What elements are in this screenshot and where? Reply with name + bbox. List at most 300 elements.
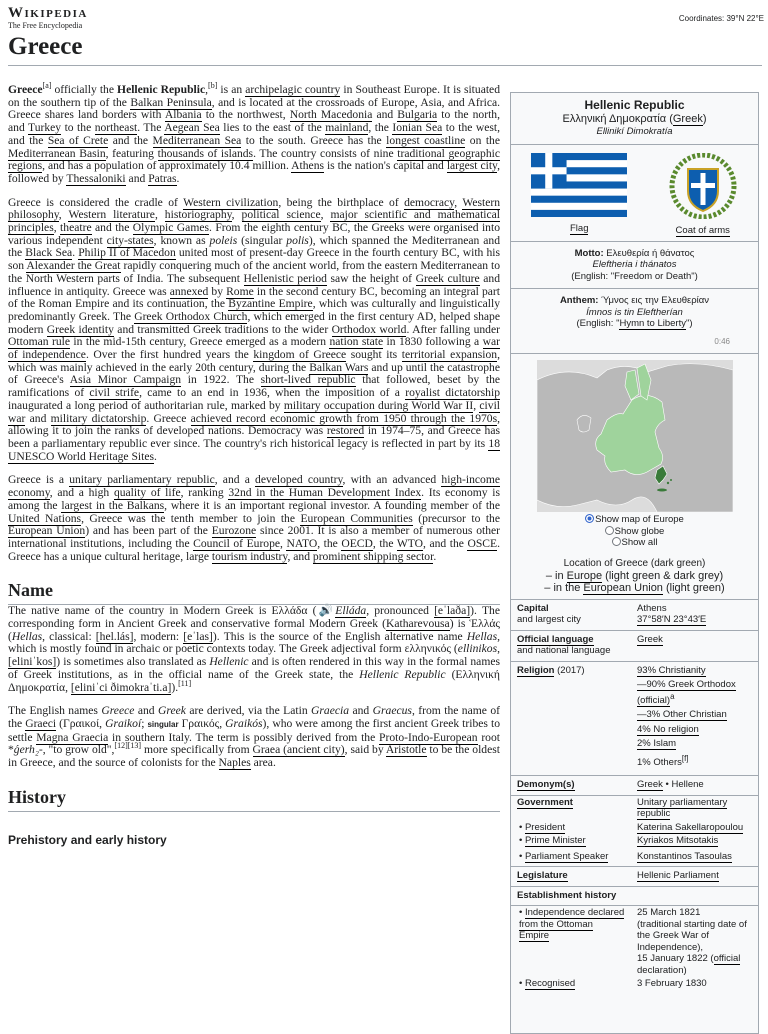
text-run: and transmitted Greek traditions to the wider [113, 322, 332, 336]
article-link[interactable]: largest city [446, 159, 498, 173]
text-run: ), who were among the first ancient Greek tribes to settle [8, 716, 500, 744]
text-run: . [154, 449, 157, 463]
text-run: Hellas [11, 629, 43, 643]
article-link[interactable]: Naples [218, 756, 251, 770]
text-run: singular [147, 719, 179, 729]
text-run: , followed by [8, 159, 500, 185]
recognised-link[interactable]: Recognised [524, 978, 576, 990]
article-link[interactable]: [eˈlas] [183, 629, 213, 643]
article-link[interactable]: United Nations [8, 511, 82, 525]
president-link[interactable]: President [524, 821, 566, 833]
article-link[interactable]: WTO [396, 536, 424, 550]
row-language [511, 630, 758, 661]
native-lang-link[interactable]: Greek [672, 113, 703, 125]
anthem-label: Anthem: [559, 295, 599, 306]
article-link[interactable]: traditional geographic regions [8, 146, 501, 173]
article-link[interactable]: Orthodox world [331, 322, 407, 336]
article-link[interactable]: Greek identity [46, 322, 114, 336]
text-run: saw the height of [326, 271, 416, 285]
flag-of-greece-icon[interactable] [531, 153, 627, 217]
article-link[interactable]: Greek culture [415, 271, 480, 285]
text-run: , which was mainly achieved in the early 20th century, during the [8, 348, 500, 374]
row-independence: • Independence declared from the Ottoman Empire 25 March 1821 (traditional starting date of the Greek War of Independence), 15 January 1822 (official declaration) [519, 907, 747, 976]
article-link[interactable]: Rome [226, 284, 254, 298]
article-link[interactable]: Magna Graecia [36, 730, 109, 744]
map-legend-europe [511, 570, 758, 582]
religion-year: (2017) [557, 664, 585, 676]
paragraph-intro-3 [8, 474, 500, 563]
anthem-en-prefix: (English: " [576, 318, 620, 329]
article-link[interactable]: democracy [404, 195, 455, 209]
map-option-europe[interactable] [511, 514, 758, 526]
coat-of-arms-icon[interactable] [668, 153, 738, 219]
text-run: in the second century BC, becoming an integral part of the Roman Empire and its continuation, the [8, 284, 500, 311]
article-link[interactable]: Graeci [25, 716, 57, 730]
establishment-history-label: Establishment history [511, 886, 758, 906]
text-run: and is often rendered in this way in the formal names of Greek institutions, as in the official name of the Greek state, the [8, 655, 500, 681]
legislature-link[interactable]: Legislature [517, 870, 568, 882]
article-link[interactable]: Sea of Crete [47, 133, 109, 147]
hymn-to-liberty-link[interactable]: Hymn to Liberty [619, 318, 686, 329]
row-religion [511, 661, 758, 776]
text-run: (Ελληνική Δημοκρατία, [8, 667, 500, 694]
text-run: , allowing it to join the ranks of developed nations. Democracy was [8, 411, 501, 438]
text-run: is an [217, 83, 246, 96]
article-link[interactable]: Olympic Games [132, 221, 209, 235]
capital-label: Capital [517, 602, 549, 614]
legend-text: – in [545, 569, 567, 582]
article-link[interactable]: [eliniˈkos] [8, 655, 57, 669]
article-link[interactable]: Hellenistic period [243, 271, 327, 285]
article-link[interactable]: achieved record economic growth from 1950 through the 1970s [190, 411, 498, 425]
text-run: , known as [153, 233, 210, 247]
article-link[interactable]: high-income economy [8, 473, 500, 500]
text-run: Hellas [466, 629, 498, 643]
text-run: ). This is the source of the English alternative name [212, 629, 467, 643]
article-link[interactable]: Byzantine Empire [228, 297, 313, 311]
flag-link[interactable]: Flag [570, 223, 589, 234]
text-run: lies to the east of the [219, 121, 326, 135]
greek-language-link[interactable]: Greek [637, 633, 663, 645]
article-link[interactable]: Eurozone [211, 524, 257, 538]
title-divider [8, 65, 762, 66]
article-link[interactable]: Western literature [68, 208, 155, 222]
paragraph-name-2 [8, 705, 500, 770]
article-link[interactable]: short-lived republic [260, 373, 356, 387]
text-run: ), which spanned the Mediterranean and the [8, 233, 500, 260]
text-run: by [208, 284, 227, 298]
article-link[interactable]: Ottoman rule [8, 335, 71, 349]
footnote-a[interactable]: a [670, 691, 675, 701]
text-run: . The [137, 121, 165, 135]
radio-icon[interactable] [612, 537, 621, 546]
article-link[interactable]: city-states [106, 233, 154, 247]
anthem-english [515, 318, 754, 330]
article-link[interactable]: [hel.lás] [95, 629, 134, 643]
text-run: to be the oldest in Greece, and the source of colonists for the [8, 743, 500, 770]
text-run: , being the birthplace of [278, 195, 405, 209]
article-link[interactable]: Balkan Wars [309, 360, 369, 374]
article-link[interactable]: theatre [60, 221, 92, 235]
article-link[interactable]: Alexander the Great [26, 259, 121, 273]
text-run: ). The corresponding form in Ancient Greek and conservative formal Modern Greek ( [8, 604, 500, 631]
text-run: ; [141, 716, 148, 730]
text-run: ǵerh₂- [13, 743, 43, 757]
article-link[interactable]: Patras [148, 171, 177, 185]
legend-text: – in the [544, 581, 584, 594]
map-caption-title: Location of Greece (dark green) [563, 557, 706, 569]
article-link[interactable]: Western civilization [183, 195, 279, 209]
article-link[interactable]: historiography [164, 208, 232, 222]
religion-islam[interactable]: 2% Islam [637, 738, 677, 750]
prime-minister-value-link[interactable]: Kyriakos Mitsotakis [637, 835, 719, 847]
text-run: to the north, and [8, 108, 500, 135]
article-link[interactable]: European Communities [300, 511, 413, 525]
text-run: polis [286, 233, 309, 247]
text-run: poleis [209, 233, 238, 247]
article-link[interactable]: restored [326, 424, 365, 438]
article-link[interactable]: Mediterranean Basin [8, 146, 106, 160]
text-run: . [176, 171, 180, 185]
motto-english: (English: "Freedom or Death") [571, 270, 698, 282]
religion-other-christian[interactable]: —3% Other Christian [637, 709, 727, 721]
religion-others: 1% Others [637, 756, 682, 768]
religion-greek-orthodox[interactable]: —90% Greek Orthodox (official) [637, 679, 736, 706]
text-run: and up until the catastrophe of Greece's [8, 360, 500, 387]
motto-romanized: Eleftheria i thánatos [592, 259, 677, 270]
capital-coordinates-link[interactable]: 37°58′N 23°43′E [637, 614, 707, 625]
text-run: , and a high [49, 486, 114, 500]
article-link[interactable]: quality of life [113, 486, 181, 500]
text-run: , from the name of the [8, 704, 500, 730]
text-run: , which was culturally and linguistically predominantly Greek. The [8, 297, 501, 323]
demonym-link[interactable]: Demonym(s) [517, 779, 575, 791]
coat-of-arms-link[interactable]: Coat of arms [675, 225, 730, 236]
text-run: Greece [101, 704, 135, 718]
text-run: Hellenic Republic [359, 667, 446, 681]
article-link[interactable]: Asia Minor Campaign [69, 373, 182, 387]
religion-none[interactable]: 4% No religion [637, 723, 699, 735]
radio-selected-icon[interactable] [585, 514, 594, 523]
text-run: on the [465, 133, 500, 147]
text-run: in southern Italy. The term is possibly derived from the [108, 730, 380, 744]
infobox-motto [511, 242, 758, 290]
coat-of-arms-block [668, 153, 738, 237]
audio-duration: 0:46 [714, 336, 730, 346]
text-run: , and the [423, 536, 468, 550]
map-caption [511, 558, 758, 600]
article-link[interactable]: Turkey [28, 121, 62, 135]
article-link[interactable]: Katharevousa [385, 617, 450, 631]
row-establishment [511, 886, 758, 906]
article-link[interactable]: 18 UNESCO World Heritage Sites [8, 436, 500, 463]
article-link[interactable]: North Macedonia [289, 108, 373, 122]
text-run: to the northwest, [201, 108, 290, 122]
footnote-f[interactable]: [f] [681, 753, 689, 763]
paragraph-name-1 [8, 605, 500, 694]
article-link[interactable]: civil strife [89, 386, 140, 400]
text-run: officially the [51, 83, 118, 96]
text-run: , and [287, 549, 313, 563]
text-run: Graecus [372, 704, 412, 718]
speaker-value-link[interactable]: Konstantinos Tasoulas [637, 850, 732, 862]
article-link[interactable]: military dictatorship [50, 411, 147, 425]
article-link[interactable]: kingdom of Greece [253, 348, 347, 362]
text-run: rapidly conquering much of the ancient world, from the eastern Mediterranean to the North Western parts of India. The subsequent [8, 259, 500, 285]
text-run: Graikoí [105, 716, 142, 730]
article-link[interactable]: Albania [164, 108, 202, 122]
section-heading-history: History [8, 787, 500, 812]
subsection-heading-prehistory: Prehistory and early history [8, 832, 167, 847]
text-run: Graecia [311, 704, 350, 718]
independence-declaration-end: declaration) [637, 964, 687, 976]
religion-christianity[interactable]: 93% Christianity [637, 664, 706, 676]
text-run: , which is mostly found in archaic or poetic contexts today. The Greek adjectival form ελληνικός ( [8, 629, 500, 656]
article-link[interactable]: Balkan Peninsula [130, 95, 212, 109]
article-link[interactable]: Greek Orthodox Church [134, 309, 248, 323]
infobox [510, 92, 759, 1034]
article-link[interactable]: [eˈlaða] [434, 604, 471, 618]
article-link[interactable]: civil war [8, 398, 501, 425]
article-link[interactable]: Aristotle [385, 743, 427, 757]
row-speaker: • Parliament Speaker Konstantinos Tasoulas [511, 848, 758, 867]
text-run: , where it is an important regional investor. A founding member of the [164, 498, 500, 512]
text-run: . Greece has a unique cultural heritage, large [8, 536, 500, 563]
text-run: , which emerged in the first century AD, helped shape modern [8, 309, 500, 336]
article-link[interactable]: political science [241, 208, 321, 222]
prime-minister-link[interactable]: Prime Minister [524, 835, 586, 847]
text-run: , [497, 642, 500, 656]
article-link[interactable]: unitary parliamentary republic [69, 473, 215, 487]
article-link[interactable]: longest coastline [386, 133, 466, 147]
article-link[interactable]: Graea (ancient city) [252, 743, 345, 757]
infobox-native-name: Ελληνική Δημοκρατία (Greek) [562, 113, 707, 125]
text-run: is the nation's capital and [324, 159, 447, 173]
section-heading-name: Name [8, 580, 500, 605]
government-link[interactable]: Government [517, 796, 573, 808]
article-link[interactable]: OSCE [467, 536, 498, 550]
article-link[interactable]: [eliniˈci ðimokraˈti.a] [70, 680, 172, 694]
text-run: and the [91, 221, 133, 235]
article-link[interactable]: Council of Europe [193, 536, 281, 550]
footnote-ref[interactable]: [b] [208, 81, 218, 91]
text-run: in 1974–75, and Greece has been a parliamentary republic ever since. The country's rich historical legacy is reflected in part by its [8, 424, 500, 450]
text-run: , Greece was the tenth member to join the [81, 511, 301, 525]
president-value-link[interactable]: Katerina Sakellaropoulou [637, 821, 744, 833]
europe-link[interactable]: Europe [566, 569, 603, 582]
text-run: ) and has been part of the [85, 524, 212, 538]
article-link[interactable]: European Union [8, 524, 86, 538]
map-option-globe[interactable] [511, 526, 758, 538]
infobox-country-name: Hellenic Republic [584, 98, 685, 112]
map-options [511, 514, 758, 549]
row-government [511, 795, 758, 821]
article-link[interactable]: war of independence [8, 335, 500, 362]
article-link[interactable]: military occupation during World War II [283, 398, 474, 412]
anthem-audio-player[interactable] [515, 336, 754, 348]
article-link[interactable]: Black Sea [25, 246, 73, 260]
anthem-en-suffix: ") [685, 318, 693, 329]
religion-link[interactable]: Religion [517, 664, 555, 676]
text-run: in 1830 following a [383, 335, 483, 349]
text-run: , ranking [180, 486, 229, 500]
text-run: , [58, 208, 69, 222]
map-option-all[interactable] [511, 537, 758, 549]
independence-declaration: 15 January 1822 ( [637, 953, 714, 965]
text-run: 🔊 [316, 604, 336, 618]
text-run: are derived, via the Latin [185, 704, 312, 718]
text-run: root * [8, 730, 500, 757]
text-run: , [231, 208, 242, 222]
official-language-link[interactable]: Official language [517, 633, 594, 645]
article-link[interactable]: Mediterranean Sea [152, 133, 242, 147]
text-run: , [205, 83, 209, 96]
anthem-greek: Ύμνος εις την Ελευθερίαν [601, 295, 710, 306]
text-run: and [134, 704, 158, 718]
page-title: Greece [8, 33, 83, 60]
article-link[interactable]: developed country [255, 473, 343, 487]
text-run: ellinikos [457, 642, 498, 656]
text-run: since 2001. It is also a member of numerous other international institutions, including the [8, 524, 501, 550]
infobox-table [511, 600, 758, 991]
paragraph-intro-1 [8, 81, 501, 186]
article-link[interactable]: annexed [169, 284, 209, 298]
text-run: Graikós [225, 716, 263, 730]
demonym-greek[interactable]: Greek [637, 779, 663, 791]
radio-icon[interactable] [605, 526, 614, 535]
text-run: in the mid-15th century, Greece emerged as a modern [70, 335, 330, 349]
footnote-ref[interactable]: [12][13] [114, 741, 142, 751]
text-run: Greece is a [8, 473, 70, 487]
text-run: Hellenic Republic [117, 83, 206, 96]
anthem-romanized: Ímnos is tin Eleftherían [586, 306, 683, 318]
article-link[interactable]: largest in the Balkans [61, 498, 165, 512]
parliament-speaker-link[interactable]: Parliament Speaker [524, 850, 609, 862]
row-president: • President Katerina Sakellaropoulou [519, 821, 744, 833]
article-link[interactable]: mainland [325, 121, 369, 135]
text-run: . From the eighth century BC, the Greeks were organised into various independent [8, 221, 501, 247]
text-run: , pronounced [366, 604, 435, 618]
legislature-value-link[interactable]: Hellenic Parliament [637, 870, 719, 882]
text-run: , [154, 208, 165, 222]
location-map-europe[interactable] [537, 360, 733, 512]
legend-text: (light green) [662, 581, 725, 594]
coordinates [679, 14, 764, 23]
text-run: . Greece [146, 411, 191, 425]
text-run: ). [171, 680, 179, 694]
text-run: , "to grow old", [42, 743, 115, 757]
coordinates-label: Coordinates: [678, 14, 725, 23]
infobox-anthem [511, 289, 758, 354]
row-recognised: • Recognised 3 February 1830 [519, 978, 707, 990]
text-run: and [125, 171, 149, 185]
logo-tagline: The Free Encyclopedia [8, 21, 83, 30]
article-link[interactable]: OECD [341, 536, 373, 550]
article-link[interactable]: royalist dictatorship [405, 386, 500, 400]
article-link[interactable]: NATO [286, 536, 318, 550]
text-run: . [433, 549, 437, 563]
article-link[interactable]: Proto-Indo-European [379, 730, 478, 744]
demonym-hellene: Hellene [671, 779, 704, 791]
article-link[interactable]: Western philosophy [8, 195, 501, 222]
text-run: , and is located at the crossroads of Europe, Asia, and Africa. Greece shares land borders with [8, 95, 501, 122]
text-run: and the [108, 133, 153, 147]
map-legend-eu [511, 582, 758, 594]
coordinates-value[interactable]: 39°N 22°E [726, 14, 764, 23]
wikipedia-logo[interactable] [8, 6, 88, 31]
text-run: , [473, 398, 480, 412]
top-bar [0, 0, 768, 36]
text-run: ) is sometimes also translated as [56, 655, 210, 669]
article-link[interactable]: major scientific and mathematical principles [8, 208, 501, 235]
footnote-ref[interactable]: [a] [42, 81, 52, 91]
independence-link[interactable]: Independence declared from the Ottoman Empire [519, 907, 625, 942]
european-union-link[interactable]: European Union [583, 581, 663, 594]
text-run: to the west, and the [8, 121, 501, 147]
article-link[interactable]: tourism industry [211, 549, 288, 563]
article-link[interactable]: Athens [291, 159, 325, 173]
capital-sublabel: and largest city [517, 614, 581, 625]
article-link[interactable]: nation state [329, 335, 384, 349]
article-link[interactable]: thousands of islands [157, 146, 254, 160]
article-link[interactable]: Thessaloniki [66, 171, 126, 185]
article-link[interactable]: Philip II of Macedon [78, 246, 176, 260]
text-run: and influence in antiquity. Greece was [8, 271, 501, 298]
article-link[interactable]: Bulgaria [397, 108, 438, 122]
footnote-ref[interactable]: [11] [178, 678, 192, 688]
text-run: , classical: [42, 629, 96, 643]
text-run: , the [372, 536, 397, 550]
article-link[interactable]: Elláda [335, 604, 367, 618]
article-link[interactable]: territorial expansion [401, 348, 498, 362]
infobox-images [511, 145, 758, 242]
article-link[interactable]: 32nd in the Human Development Index [228, 486, 422, 500]
motto-greek: Ελευθερία ή θάνατος [606, 247, 695, 259]
text-run: The English names [8, 704, 102, 718]
article-link[interactable]: Ionian Sea [392, 121, 443, 135]
article-link[interactable]: northeast [94, 121, 138, 135]
row-prime-minister: • Prime Minister Kyriakos Mitsotakis [519, 835, 719, 847]
text-run: . The country consists of nine [253, 146, 398, 160]
text-run: more specifically from [141, 743, 253, 757]
infobox-header [511, 93, 758, 145]
text-run: , came to an end in 1936, when the imposition of a [139, 386, 406, 400]
independence-date: 25 March 1821 [637, 907, 701, 919]
text-run: , the [317, 536, 342, 550]
official-declaration-link[interactable]: official [713, 953, 741, 965]
logo-title: Wikipedia [8, 5, 88, 21]
text-run: . [72, 246, 79, 260]
row-legislature [511, 867, 758, 887]
text-run: (precursor to the [412, 511, 500, 525]
language-sublabel: and national language [517, 645, 611, 656]
text-run: . Over the first hundred years the [85, 348, 254, 362]
text-run: (Γραικοί, [56, 716, 106, 730]
row-demonym: Demonym(s) Greek • Hellene [511, 776, 758, 796]
row-capital [511, 600, 758, 631]
article-link[interactable]: archipelagic country [245, 83, 341, 96]
map-option-all-label: Show all [621, 537, 658, 548]
article-link[interactable]: Aegean Sea [164, 121, 220, 135]
text-run: Hellenic [209, 655, 249, 669]
text-run: and [349, 704, 373, 718]
text-run: sought its [346, 348, 402, 362]
article-link[interactable]: prominent shipping sector [312, 549, 434, 563]
article-body [8, 81, 501, 847]
text-run: , [280, 536, 287, 550]
government-value-link[interactable]: Unitary parliamentary republic [637, 796, 728, 820]
text-run: , [320, 208, 331, 222]
